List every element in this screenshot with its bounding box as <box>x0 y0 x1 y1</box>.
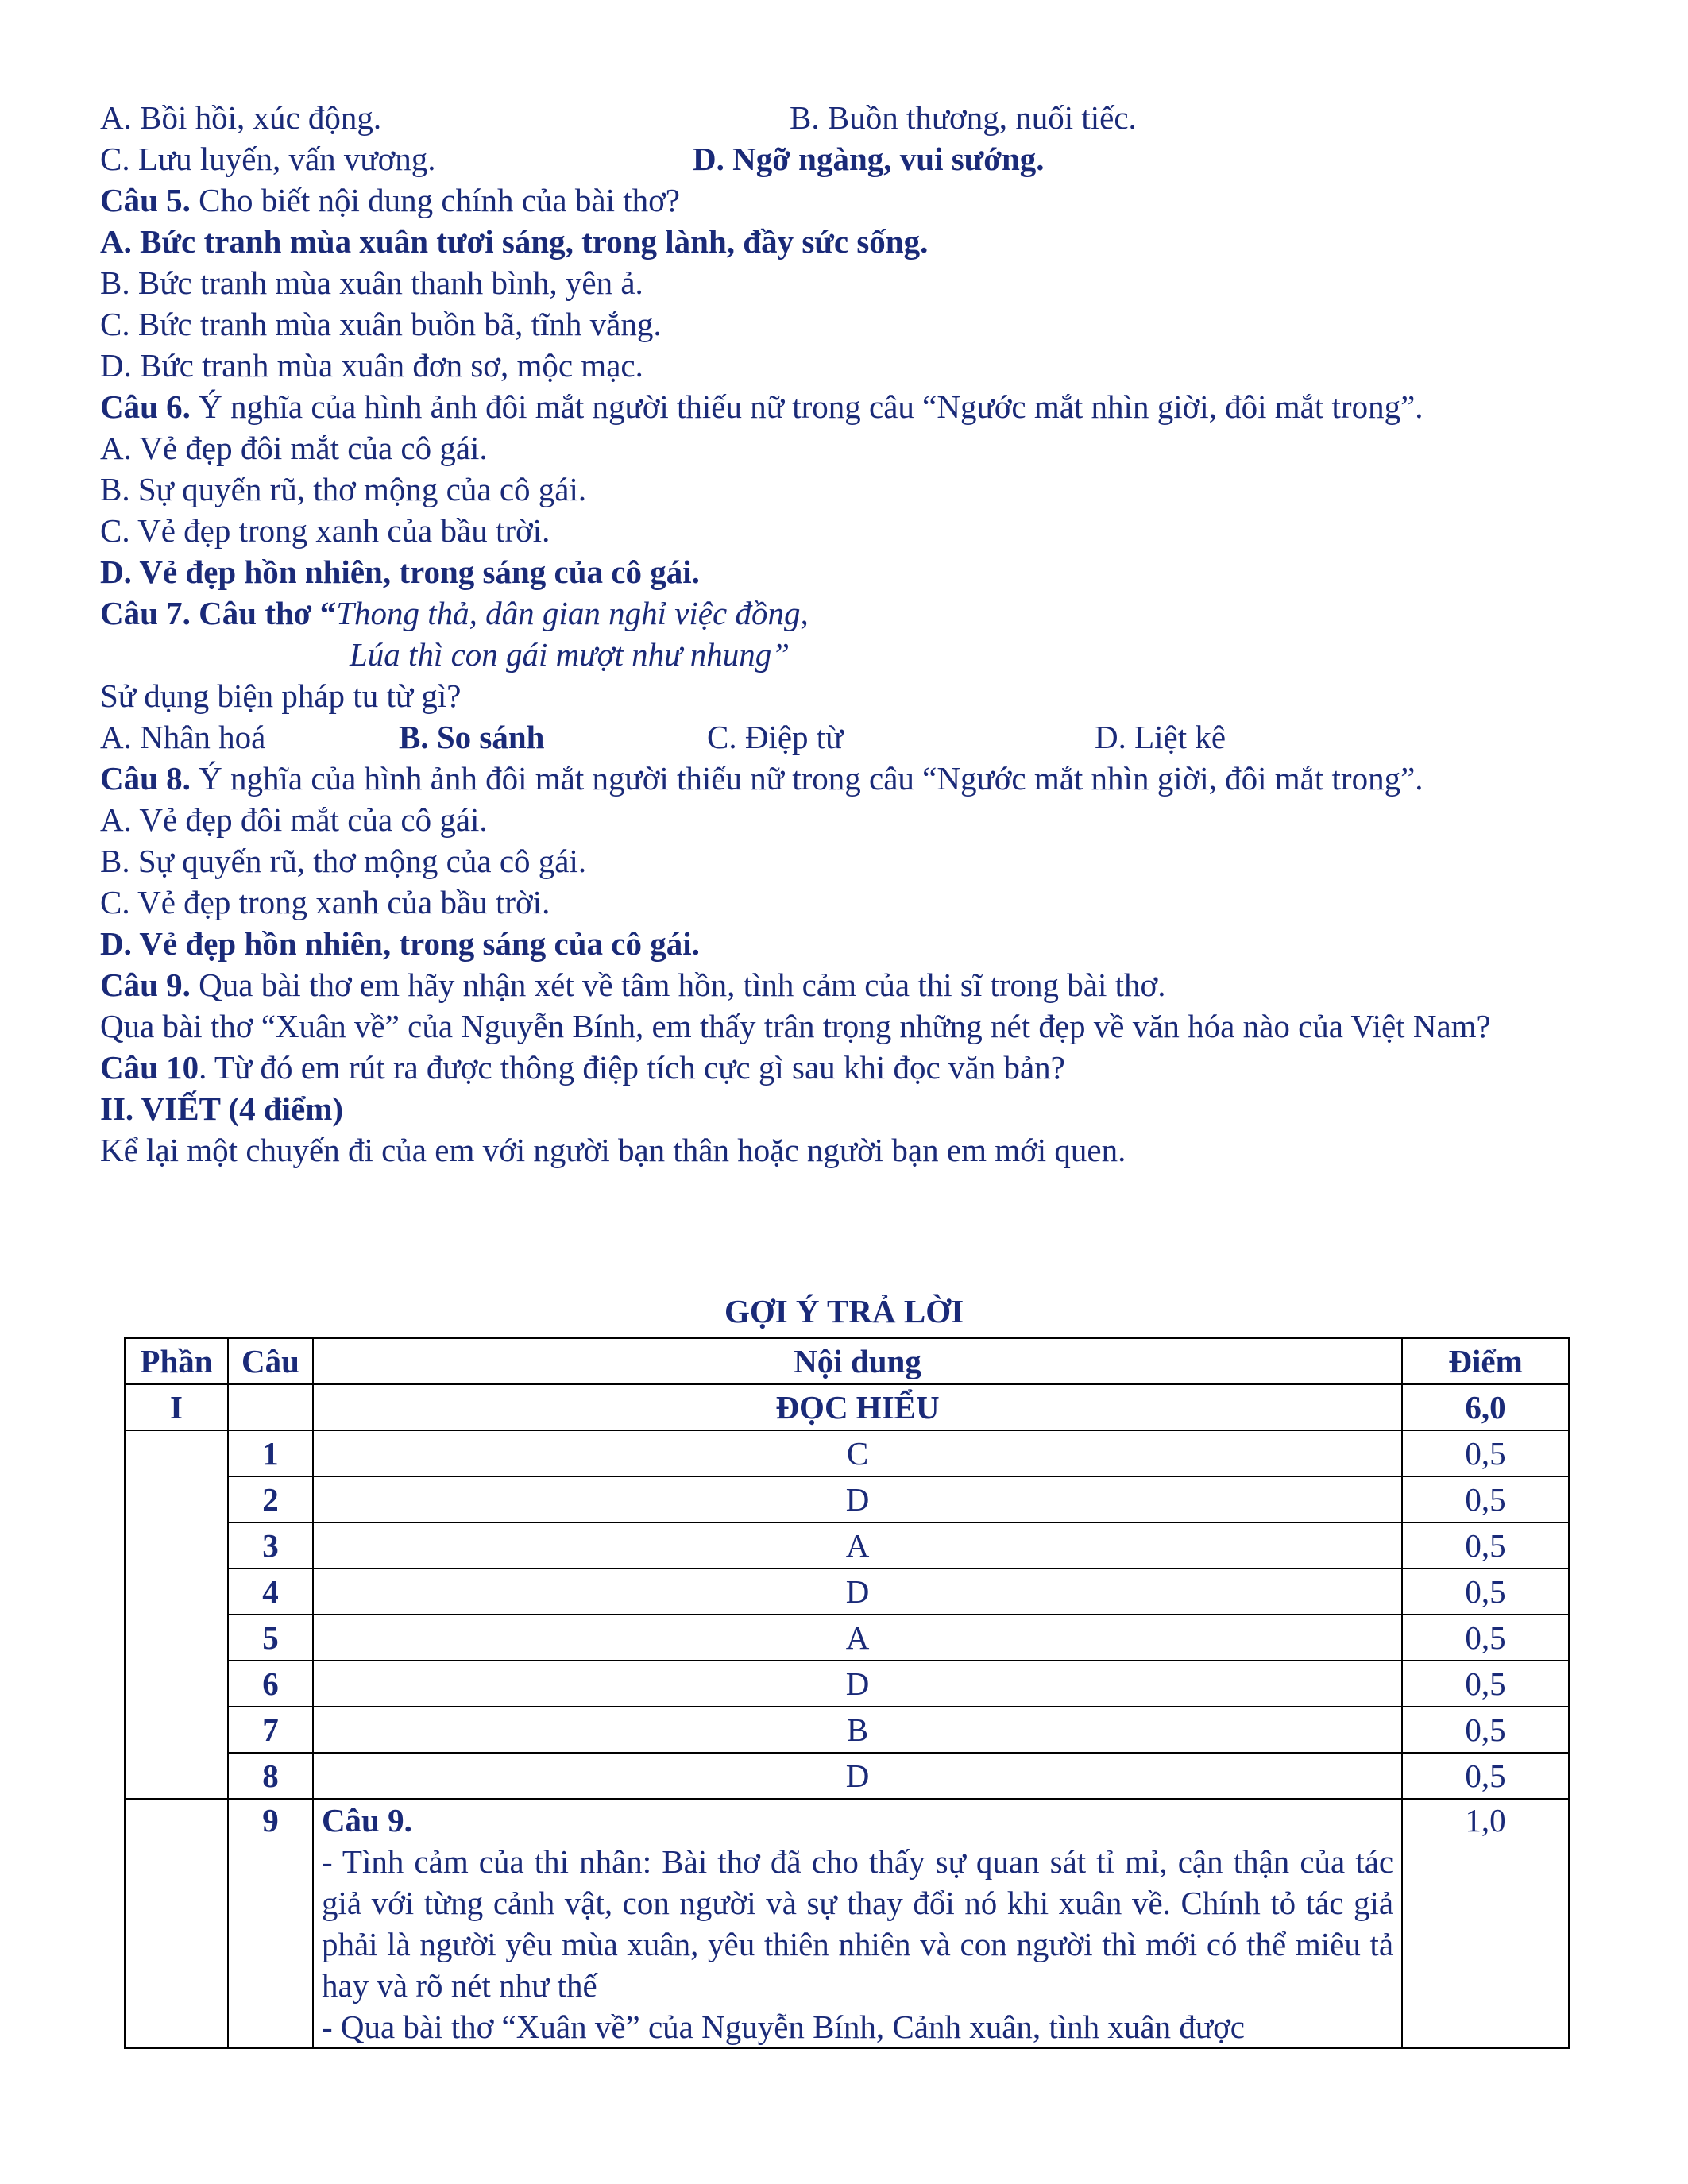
row-answer: D <box>313 1569 1402 1615</box>
q7-options <box>100 716 1593 758</box>
answer-key-table <box>124 1337 1570 2049</box>
q5-option-d: D. Bức tranh mùa xuân đơn sơ, mộc mạc. <box>100 347 643 384</box>
row-score: 0,5 <box>1402 1661 1569 1707</box>
q6-option-d: D. Vẻ đẹp hồn nhiên, trong sáng của cô gái. <box>100 554 700 590</box>
q8-option-b: B. Sự quyến rũ, thơ mộng của cô gái. <box>100 843 587 879</box>
row-question: 9 <box>228 1799 313 2048</box>
q4-options-row2 <box>100 138 1593 179</box>
q9-answer-paragraph-1: - Tình cảm của thi nhân: Bài thơ đã cho thấy sự quan sát tỉ mỉ, cận thận của tác giả với từng cảnh vật, con người và sự thay đổi nó khi xuân về. Chính tỏ tác giả phải là người yêu mùa xuân, yêu thiên nhiên và con người thì mới có thể miêu tả hay và rõ nét như thế <box>321 1843 1394 2004</box>
row-question: 8 <box>228 1753 313 1799</box>
q4-option-c: C. Lưu luyến, vấn vương. <box>100 141 436 177</box>
q9-answer-cell <box>313 1799 1402 2048</box>
part-merged-cell <box>125 1430 228 1799</box>
answer-key-title: GỢI Ý TRẢ LỜI <box>724 1293 964 1329</box>
row-question: 1 <box>228 1430 313 1476</box>
row-question: 2 <box>228 1476 313 1522</box>
q4-option-d: D. Ngỡ ngàng, vui sướng. <box>693 141 1045 177</box>
table-row-q9 <box>125 1799 1569 2048</box>
q4-options-row1 <box>100 97 1593 138</box>
header-part: Phần <box>125 1338 228 1384</box>
q5-option-a: A. Bức tranh mùa xuân tươi sáng, trong lành, đầy sức sống. <box>100 223 929 260</box>
row-answer: C <box>313 1430 1402 1476</box>
header-content: Nội dung <box>313 1338 1402 1384</box>
q4-option-b: B. Buồn thương, nuối tiếc. <box>790 99 1137 136</box>
row-score: 0,5 <box>1402 1476 1569 1522</box>
q10-question: Câu 10. Từ đó em rút ra được thông điệp tích cực gì sau khi đọc văn bản? <box>100 1049 1065 1086</box>
section-empty-cell <box>228 1384 313 1430</box>
table-row <box>125 1753 1569 1799</box>
q8-question: Câu 8. Ý nghĩa của hình ảnh đôi mắt người thiếu nữ trong câu “Ngước mắt nhìn giời, đôi mắt trong”. <box>100 760 1423 797</box>
q9-answer-paragraph-2: - Qua bài thơ “Xuân về” của Nguyễn Bính, Cảnh xuân, tình xuân được <box>321 2008 1245 2045</box>
q7-option-d: D. Liệt kê <box>1095 719 1226 755</box>
row-score: 0,5 <box>1402 1569 1569 1615</box>
row-score: 1,0 <box>1402 1799 1569 2048</box>
table-row <box>125 1661 1569 1707</box>
q8-option-d: D. Vẻ đẹp hồn nhiên, trong sáng của cô gái. <box>100 925 700 962</box>
q7-question: Câu 7. Câu thơ “Thong thả, dân gian nghỉ việc đồng, <box>100 595 809 631</box>
table-row <box>125 1707 1569 1753</box>
row-score: 0,5 <box>1402 1753 1569 1799</box>
q4-option-a: A. Bồi hồi, xúc động. <box>100 99 382 136</box>
row-answer: A <box>313 1522 1402 1569</box>
row-score: 0,5 <box>1402 1522 1569 1569</box>
q5-option-b: B. Bức tranh mùa xuân thanh bình, yên ả. <box>100 264 643 301</box>
section-2-heading: II. VIẾT (4 điểm) <box>100 1090 344 1127</box>
row-answer: D <box>313 1661 1402 1707</box>
table-row <box>125 1569 1569 1615</box>
section-score: 6,0 <box>1402 1384 1569 1430</box>
q7-option-b: B. So sánh <box>399 719 545 755</box>
row-answer: D <box>313 1753 1402 1799</box>
table-row <box>125 1476 1569 1522</box>
q9-extra: Qua bài thơ “Xuân về” của Nguyễn Bính, em thấy trân trọng những nét đẹp về văn hóa nào của Việt Nam? <box>100 1008 1491 1044</box>
table-row <box>125 1430 1569 1476</box>
section-content: ĐỌC HIỂU <box>313 1384 1402 1430</box>
row-score: 0,5 <box>1402 1615 1569 1661</box>
row-answer: A <box>313 1615 1402 1661</box>
section-part: I <box>125 1384 228 1430</box>
q6-option-b: B. Sự quyến rũ, thơ mộng của cô gái. <box>100 471 587 507</box>
row-question: 5 <box>228 1615 313 1661</box>
table-row <box>125 1522 1569 1569</box>
q6-question: Câu 6. Ý nghĩa của hình ảnh đôi mắt người thiếu nữ trong câu “Ngước mắt nhìn giời, đôi mắt trong”. <box>100 388 1423 425</box>
header-question: Câu <box>228 1338 313 1384</box>
part-empty-cell <box>125 1799 228 2048</box>
row-answer: B <box>313 1707 1402 1753</box>
row-question: 6 <box>228 1661 313 1707</box>
q7-verse-2: Lúa thì con gái mượt như nhung” <box>350 636 790 673</box>
q6-option-a: A. Vẻ đẹp đôi mắt của cô gái. <box>100 430 488 466</box>
q7-prompt: Sử dụng biện pháp tu từ gì? <box>100 677 462 714</box>
q9-answer-heading: Câu 9. <box>321 1802 412 1839</box>
table-row <box>125 1615 1569 1661</box>
q7-option-c: C. Điệp từ <box>707 719 844 755</box>
row-score: 0,5 <box>1402 1707 1569 1753</box>
row-question: 7 <box>228 1707 313 1753</box>
q7-option-a: A. Nhân hoá <box>100 719 266 755</box>
row-question: 3 <box>228 1522 313 1569</box>
q5-question: Câu 5. Cho biết nội dung chính của bài thơ? <box>100 182 680 218</box>
q5-option-c: C. Bức tranh mùa xuân buồn bã, tĩnh vắng. <box>100 306 662 342</box>
q6-option-c: C. Vẻ đẹp trong xanh của bầu trời. <box>100 512 550 549</box>
q8-option-a: A. Vẻ đẹp đôi mắt của cô gái. <box>100 801 488 838</box>
row-answer: D <box>313 1476 1402 1522</box>
table-header-row <box>125 1338 1569 1384</box>
row-question: 4 <box>228 1569 313 1615</box>
q9-question: Câu 9. Qua bài thơ em hãy nhận xét về tâm hồn, tình cảm của thi sĩ trong bài thơ. <box>100 967 1166 1003</box>
row-score: 0,5 <box>1402 1430 1569 1476</box>
q8-option-c: C. Vẻ đẹp trong xanh của bầu trời. <box>100 884 550 920</box>
section-2-prompt: Kể lại một chuyến đi của em với người bạn thân hoặc người bạn em mới quen. <box>100 1132 1126 1168</box>
header-score: Điểm <box>1402 1338 1569 1384</box>
exam-body <box>100 97 1593 1171</box>
section-row <box>125 1384 1569 1430</box>
